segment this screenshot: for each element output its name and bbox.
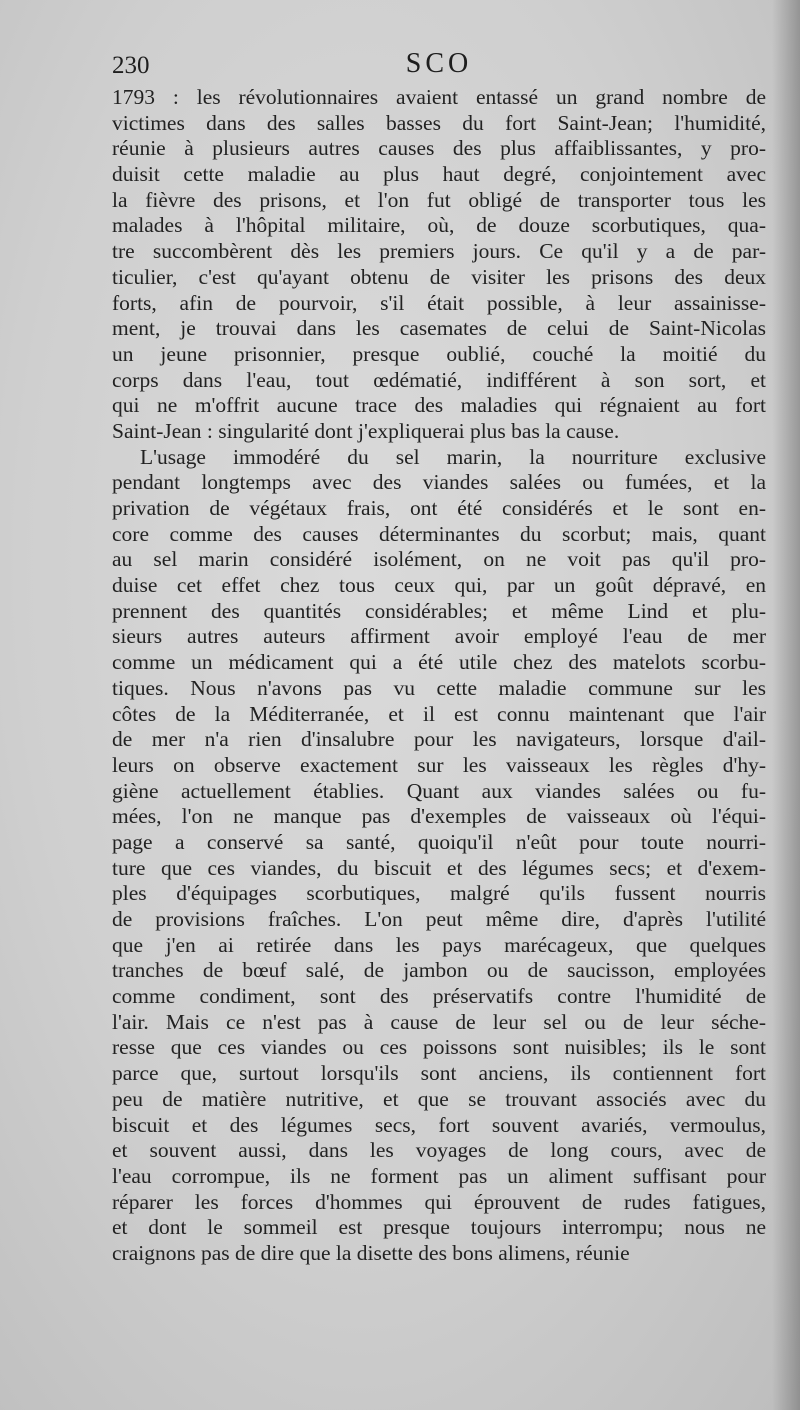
text-line: victimes dans des salles basses du fort Saint-Jean; l'humidité, <box>112 110 766 135</box>
text-line: un jeune prisonnier, presque oublié, couché la moitié du <box>112 341 766 366</box>
text-line: de provisions fraîches. L'on peut même dire, d'après l'utilité <box>112 907 766 931</box>
text-line: au sel marin considéré isolément, on ne voit pas qu'il pro- <box>112 547 766 572</box>
text-line: comme condiment, sont des préservatifs contre l'humidité de <box>112 984 766 1009</box>
text-line: duise cet effet chez tous ceux qui, par un goût dépravé, en <box>112 573 766 598</box>
text-line: L'usage immodéré du sel marin, la nourriture exclusive <box>140 444 766 469</box>
text-line: qui ne m'offrit aucune trace des maladies qui régnaient au fort <box>112 393 766 418</box>
text-line: prennent des quantités considérables; et même Lind et plu- <box>112 598 766 623</box>
text-line: peu de matière nutritive, et que se trouvant associés avec du <box>112 1086 766 1111</box>
text-line: Saint-Jean : singularité dont j'expliquerai plus bas la cause. <box>112 418 620 443</box>
text-line: côtes de la Méditerranée, et il est connu maintenant que l'air <box>112 701 766 726</box>
text-line: craignons pas de dire que la disette des bons alimens, réunie <box>112 1240 630 1265</box>
text-line: l'air. Mais ce n'est pas à cause de leur sel ou de leur séche- <box>112 1009 766 1034</box>
text-line: core comme des causes déterminantes du scorbut; mais, quant <box>112 521 766 546</box>
text-line: 1793 : les révolutionnaires avaient entassé un grand nombre de <box>112 85 766 109</box>
text-line: privation de végétaux frais, ont été considérés et le sont en- <box>112 496 766 520</box>
text-line: et souvent aussi, dans les voyages de long cours, avec de <box>112 1138 766 1163</box>
text-line: malades à l'hôpital militaire, où, de douze scorbutiques, qua- <box>112 213 766 238</box>
text-line: comme un médicament qui a été utile chez des matelots scorbu- <box>112 650 766 675</box>
page-number: 230 <box>112 52 150 79</box>
body-text <box>112 85 766 1267</box>
text-line: ment, je trouvai dans les casemates de celui de Saint-Nicolas <box>112 316 766 341</box>
text-line: la fièvre des prisons, et l'on fut obligé de transporter tous les <box>112 187 766 212</box>
text-line: pendant longtemps avec des viandes salées ou fumées, et la <box>112 470 766 495</box>
text-line: tre succombèrent dès les premiers jours. Ce qu'il y a de par- <box>112 239 766 264</box>
text-line: ticulier, c'est qu'ayant obtenu de visiter les prisons des deux <box>112 264 766 289</box>
text-line: de mer n'a rien d'insalubre pour les navigateurs, lorsque d'ail- <box>112 727 766 752</box>
page-header <box>112 48 766 84</box>
text-line: biscuit et des légumes secs, fort souvent avariés, vermoulus, <box>112 1112 766 1137</box>
text-line: réunie à plusieurs autres causes des plus affaiblissantes, y pro- <box>112 136 766 161</box>
text-line: parce que, surtout lorsqu'ils sont anciens, ils contiennent fort <box>112 1061 766 1086</box>
text-line: resse que ces viandes ou ces poissons sont nuisibles; ils le sont <box>112 1035 766 1060</box>
text-line: duisit cette maladie au plus haut degré, conjointement avec <box>112 162 766 187</box>
text-line: et dont le sommeil est presque toujours interrompu; nous ne <box>112 1215 766 1240</box>
running-head: SCO <box>405 48 473 79</box>
text-line: que j'en ai retirée dans les pays marécageux, que quelques <box>112 932 766 957</box>
text-line: l'eau corrompue, ils ne forment pas un aliment suffisant pour <box>112 1163 766 1188</box>
paragraph <box>112 445 766 1267</box>
text-line: leurs on observe exactement sur les vaisseaux les règles d'hy- <box>112 752 766 777</box>
text-line: ples d'équipages scorbutiques, malgré qu'ils fussent nourris <box>112 881 766 906</box>
text-line: forts, afin de pourvoir, s'il était possible, à leur assainisse- <box>112 290 766 315</box>
text-line: tranches de bœuf salé, de jambon ou de saucisson, employées <box>112 958 766 983</box>
text-line: page a conservé sa santé, quoiqu'il n'eût pour toute nourri- <box>112 829 766 854</box>
text-line: réparer les forces d'hommes qui éprouvent de rudes fatigues, <box>112 1189 766 1214</box>
text-line: ture que ces viandes, du biscuit et des légumes secs; et d'exem- <box>112 855 766 880</box>
text-line: tiques. Nous n'avons pas vu cette maladie commune sur les <box>112 675 766 700</box>
paragraph <box>112 85 766 445</box>
page-edge-shadow <box>772 0 800 1410</box>
text-line: giène actuellement établies. Quant aux viandes salées ou fu- <box>112 778 766 803</box>
text-line: mées, l'on ne manque pas d'exemples de vaisseaux où l'équi- <box>112 804 766 829</box>
text-line: corps dans l'eau, tout œdématié, indifférent à son sort, et <box>112 367 766 392</box>
text-line: sieurs autres auteurs affirment avoir employé l'eau de mer <box>112 624 766 649</box>
